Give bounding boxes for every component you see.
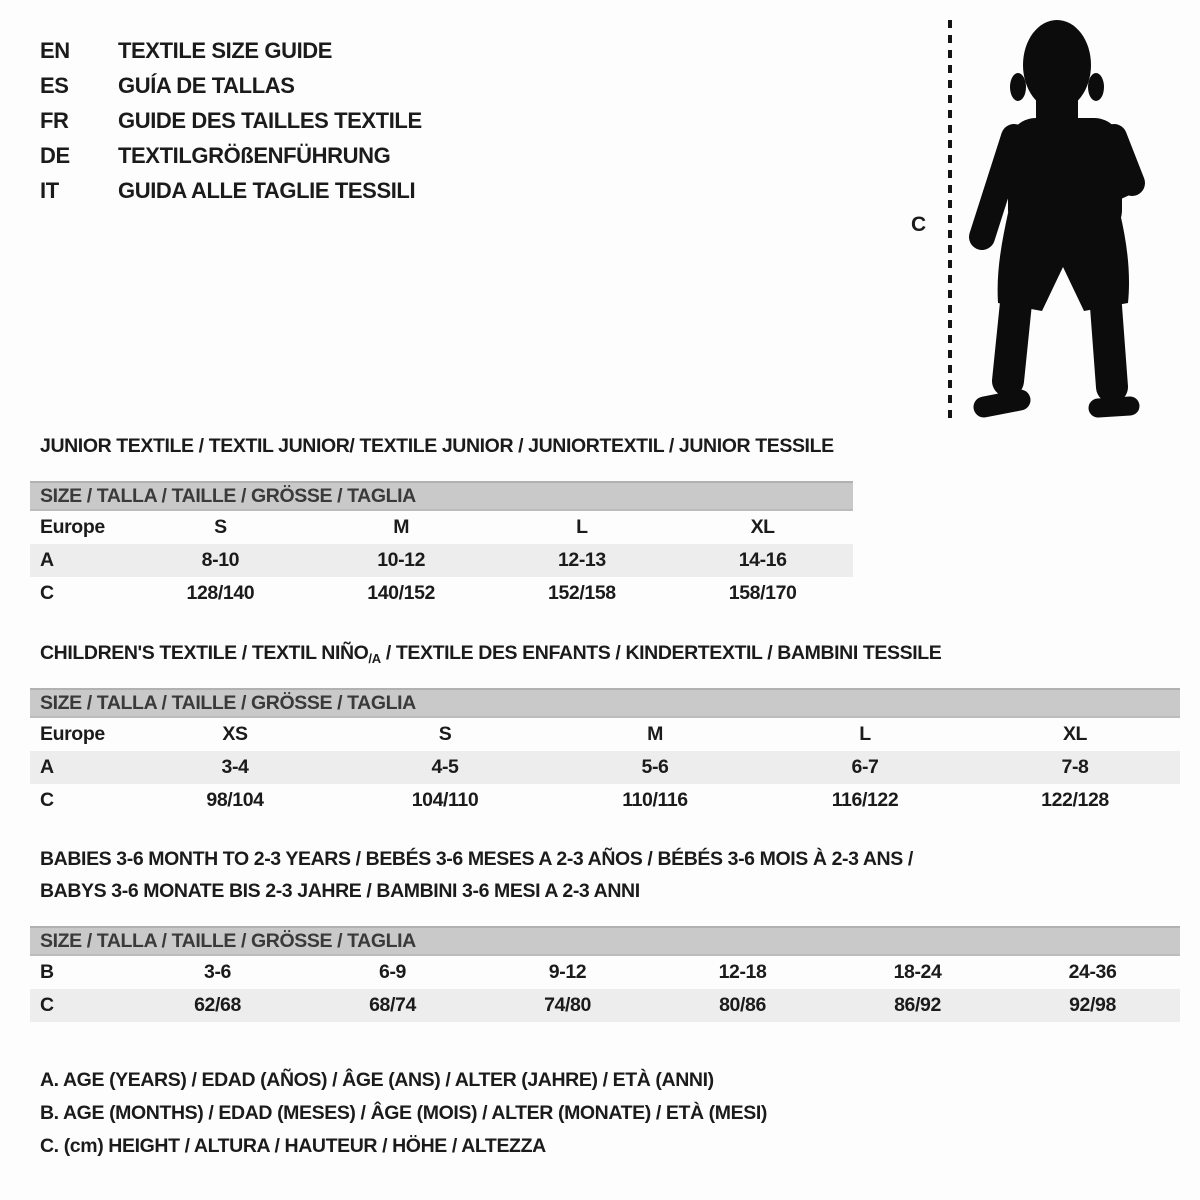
babies-size-table	[30, 926, 1180, 1022]
size-header-label: SIZE / TALLA / TAILLE / GRÖSSE / TAGLIA	[40, 691, 416, 714]
table-cell: L	[576, 516, 588, 538]
legend-line-c: C. (cm) HEIGHT / ALTURA / HAUTEUR / HÖHE / ALTEZZA	[40, 1135, 546, 1157]
table-cell: 140/152	[367, 582, 435, 604]
junior-size-table	[30, 481, 853, 610]
row-label: C	[40, 582, 54, 604]
language-row-fr	[40, 103, 422, 138]
table-cell: 6-9	[379, 961, 406, 983]
language-code: EN	[40, 37, 70, 63]
row-label: C	[40, 789, 54, 811]
row-label: Europe	[40, 723, 105, 745]
children-section-title	[40, 642, 941, 666]
babies-title-line2: BABYS 3-6 MONATE BIS 2-3 JAHRE / BAMBINI 3-6 MESI A 2-3 ANNI	[40, 880, 640, 902]
language-title: TEXTILGRÖßENFÜHRUNG	[118, 142, 391, 168]
table-cell: 158/170	[728, 582, 797, 604]
table-row-europe	[30, 718, 1180, 751]
table-cell: 18-24	[893, 961, 942, 983]
language-title: GUIDE DES TAILLES TEXTILE	[118, 107, 422, 133]
language-row-de	[40, 138, 422, 173]
legend	[40, 1064, 767, 1163]
table-cell: 92/98	[1069, 994, 1116, 1016]
table-cell: 104/110	[411, 789, 479, 811]
table-row-height	[30, 989, 1180, 1022]
table-cell: 80/86	[719, 994, 766, 1016]
table-cell: 152/158	[548, 582, 616, 604]
table-cell: 9-12	[548, 961, 587, 983]
junior-section-title: JUNIOR TEXTILE / TEXTIL JUNIOR/ TEXTILE JUNIOR / JUNIORTEXTIL / JUNIOR TESSILE	[40, 435, 834, 457]
legend-line-a: A. AGE (YEARS) / EDAD (AÑOS) / ÂGE (ANS) / ALTER (JAHRE) / ETÀ (ANNI)	[40, 1069, 714, 1091]
children-size-table	[30, 688, 1180, 817]
table-cell: 68/74	[369, 994, 416, 1016]
table-cell: 14-16	[738, 549, 787, 571]
table-cell: S	[214, 516, 227, 538]
legend-line-b: B. AGE (MONTHS) / EDAD (MESES) / ÂGE (MOIS) / ALTER (MONATE) / ETÀ (MESI)	[40, 1102, 767, 1124]
table-cell: 116/122	[831, 789, 899, 811]
size-header-bar	[30, 481, 853, 511]
table-cell: 7-8	[1061, 756, 1089, 778]
table-row-height	[30, 784, 1180, 817]
table-cell: L	[859, 723, 871, 745]
table-cell: M	[647, 723, 663, 745]
table-cell: 10-12	[377, 549, 426, 571]
language-title: TEXTILE SIZE GUIDE	[118, 37, 333, 63]
size-header-bar	[30, 688, 1180, 718]
size-header-bar	[30, 926, 1180, 956]
table-cell: 4-5	[431, 756, 459, 778]
row-label: C	[40, 994, 54, 1016]
row-label: B	[40, 961, 54, 983]
row-label: Europe	[40, 516, 105, 538]
table-cell: 128/140	[186, 582, 255, 604]
table-cell: M	[393, 516, 410, 538]
language-title: GUÍA DE TALLAS	[118, 72, 295, 98]
table-cell: 98/104	[206, 789, 264, 811]
size-header-label: SIZE / TALLA / TAILLE / GRÖSSE / TAGLIA	[40, 929, 416, 952]
toddler-silhouette-icon	[962, 15, 1152, 420]
language-row-en	[40, 33, 422, 68]
table-cell: XL	[1062, 723, 1088, 745]
height-measure-dashed-line	[948, 20, 952, 418]
table-row-europe	[30, 511, 853, 544]
language-code: IT	[40, 177, 59, 203]
language-title: GUIDA ALLE TAGLIE TESSILI	[118, 177, 416, 203]
children-title-post: / TEXTILE DES ENFANTS / KINDERTEXTIL / BAMBINI TESSILE	[380, 642, 942, 664]
table-cell: 62/68	[194, 994, 241, 1016]
babies-section-title	[40, 843, 913, 907]
table-row-height	[30, 577, 853, 610]
table-cell: XS	[222, 723, 248, 745]
language-row-it	[40, 173, 422, 208]
table-cell: XL	[750, 516, 775, 538]
table-row-months	[30, 956, 1180, 989]
children-title-sub: /A	[368, 651, 381, 666]
table-row-age	[30, 544, 853, 577]
table-cell: 6-7	[851, 756, 879, 778]
table-row-age	[30, 751, 1180, 784]
language-code: ES	[40, 72, 69, 98]
table-cell: 86/92	[894, 994, 941, 1016]
table-cell: 3-6	[204, 961, 231, 983]
table-cell: 110/116	[622, 789, 688, 811]
table-cell: 12-18	[718, 961, 767, 983]
language-title-list	[40, 33, 422, 208]
language-code: DE	[40, 142, 70, 168]
babies-title-line1: BABIES 3-6 MONTH TO 2-3 YEARS / BEBÉS 3-6 MESES A 2-3 AÑOS / BÉBÉS 3-6 MOIS À 2-3 ANS /	[40, 848, 913, 870]
language-code: FR	[40, 107, 69, 133]
table-cell: 24-36	[1068, 961, 1117, 983]
table-cell: 8-10	[201, 549, 240, 571]
table-cell: 122/128	[1041, 789, 1109, 811]
row-label: A	[40, 756, 54, 778]
table-cell: 5-6	[641, 756, 669, 778]
language-row-es	[40, 68, 422, 103]
table-cell: 3-4	[221, 756, 249, 778]
row-label: A	[40, 549, 54, 571]
children-title-pre: CHILDREN'S TEXTILE / TEXTIL NIÑO	[40, 642, 369, 664]
height-measure-label: C	[911, 213, 926, 236]
size-header-label: SIZE / TALLA / TAILLE / GRÖSSE / TAGLIA	[40, 484, 416, 507]
table-cell: 74/80	[544, 994, 591, 1016]
table-cell: 12-13	[557, 549, 606, 571]
table-cell: S	[438, 723, 452, 745]
